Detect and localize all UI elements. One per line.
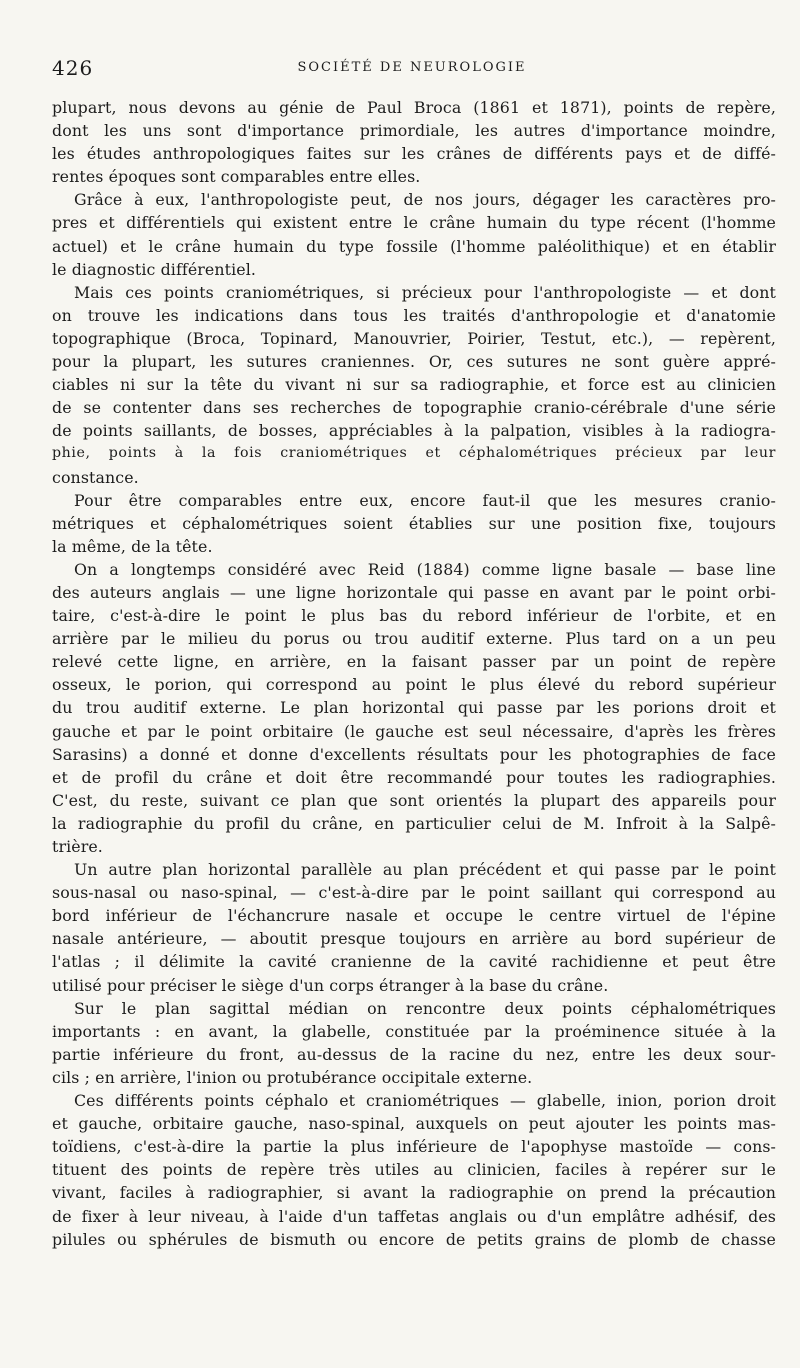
text-line: dont les uns sont d'importance primordiale, les autres d'importance moindre, xyxy=(52,121,776,141)
text-line: Grâce à eux, l'anthropologiste peut, de nos jours, dégager les caractères pro- xyxy=(74,190,776,210)
text-line: arrière par le milieu du porus ou trou auditif externe. Plus tard on a un peu xyxy=(52,629,776,649)
text-line: relevé cette ligne, en arrière, en la faisant passer par un point de repère xyxy=(52,652,776,672)
text-line: l'atlas ; il délimite la cavité cranienne de la cavité rachidienne et peut être xyxy=(52,952,776,972)
text-line: de points saillants, de bosses, appréciables à la palpation, visibles à la radiogra- xyxy=(52,421,776,441)
text-line: importants : en avant, la glabelle, constituée par la proéminence située à la xyxy=(52,1021,776,1041)
text-line: et gauche, orbitaire gauche, naso-spinal, auxquels on peut ajouter les points mas- xyxy=(52,1114,776,1134)
text-line: Pour être comparables entre eux, encore faut-il que les mesures cranio- xyxy=(74,490,776,510)
text-line: Ces différents points céphalo et craniométriques — glabelle, inion, porion droit xyxy=(74,1091,776,1111)
text-line: les études anthropologiques faites sur les crânes de différents pays et de diffé- xyxy=(52,144,776,164)
text-line: métriques et céphalométriques soient établies sur une position fixe, toujours xyxy=(52,513,776,533)
text-line: Un autre plan horizontal parallèle au plan précédent et qui passe par le point xyxy=(74,860,776,880)
text-line: tituent des points de repère très utiles au clinicien, faciles à repérer sur le xyxy=(52,1160,776,1180)
running-title: SOCIÉTÉ DE NEUROLOGIE xyxy=(297,60,527,75)
text-line: la même, de la tête. xyxy=(52,536,213,556)
text-line: Sur le plan sagittal médian on rencontre deux points céphalométriques xyxy=(74,998,776,1018)
text-line: cils ; en arrière, l'inion ou protubérance occipitale externe. xyxy=(52,1067,533,1087)
text-line: on trouve les indications dans tous les traités d'anthropologie et d'anatomie xyxy=(52,305,776,325)
text-line: sous-nasal ou naso-spinal, — c'est-à-dire par le point saillant qui correspond au xyxy=(52,883,776,903)
text-line: de se contenter dans ses recherches de topographie cranio-cérébrale d'une série xyxy=(52,398,776,418)
text-line: gauche et par le point orbitaire (le gauche est seul nécessaire, d'après les frères xyxy=(52,721,776,741)
text-line: vivant, faciles à radiographier, si avant la radiographie on prend la précaution xyxy=(52,1183,776,1203)
text-line: On a longtemps considéré avec Reid (1884) comme ligne basale — base line xyxy=(74,559,776,579)
text-line: C'est, du reste, suivant ce plan que sont orientés la plupart des appareils pour xyxy=(52,790,776,810)
text-line: rentes époques sont comparables entre elles. xyxy=(52,167,421,187)
body-text xyxy=(52,96,776,1251)
page-number: 426 xyxy=(52,56,94,80)
text-line: Mais ces points craniométriques, si précieux pour l'anthropologiste — et dont xyxy=(74,282,776,302)
text-line: pres et différentiels qui existent entre le crâne humain du type récent (l'homme xyxy=(52,213,776,233)
text-line: actuel) et le crâne humain du type fossile (l'homme paléolithique) et en établir xyxy=(52,236,776,256)
text-line: de fixer à leur niveau, à l'aide d'un taffetas anglais ou d'un emplâtre adhésif, des xyxy=(52,1206,776,1226)
text-line: du trou auditif externe. Le plan horizontal qui passe par les porions droit et xyxy=(52,698,776,718)
text-line: osseux, le porion, qui correspond au point le plus élevé du rebord supérieur xyxy=(52,675,776,695)
text-line: bord inférieur de l'échancrure nasale et occupe le centre virtuel de l'épine xyxy=(52,906,776,926)
text-line: plupart, nous devons au génie de Paul Broca (1861 et 1871), points de repère, xyxy=(52,98,776,117)
text-line: constance. xyxy=(52,467,139,487)
text-line: et de profil du crâne et doit être recommandé pour toutes les radiographies. xyxy=(52,767,776,787)
text-line: topographique (Broca, Topinard, Manouvrier, Poirier, Testut, etc.), — repèrent, xyxy=(52,328,776,348)
text-line: le diagnostic différentiel. xyxy=(52,259,256,279)
text-line: des auteurs anglais — une ligne horizontale qui passe en avant par le point orbi- xyxy=(52,582,776,602)
text-line: Sarasins) a donné et donne d'excellents résultats pour les photographies de face xyxy=(52,744,776,764)
page-header xyxy=(52,56,772,86)
text-line: pour la plupart, les sutures craniennes. Or, ces sutures ne sont guère appré- xyxy=(52,352,776,372)
text-line: la radiographie du profil du crâne, en particulier celui de M. Infroit à la Salpê- xyxy=(52,813,776,833)
text-line: utilisé pour préciser le siège d'un corps étranger à la base du crâne. xyxy=(52,975,609,995)
text-line: ciables ni sur la tête du vivant ni sur sa radiographie, et force est au clinicien xyxy=(52,375,776,395)
text-line: toïdiens, c'est-à-dire la partie la plus inférieure de l'apophyse mastoïde — cons- xyxy=(52,1137,776,1157)
text-line: taire, c'est-à-dire le point le plus bas du rebord inférieur de l'orbite, et en xyxy=(52,606,776,626)
text-line: trière. xyxy=(52,837,103,856)
text-line: phie, points à la fois craniométriques et céphalométriques précieux par leur xyxy=(52,445,776,462)
text-line: pilules ou sphérules de bismuth ou encore de petits grains de plomb de chasse xyxy=(52,1229,776,1249)
text-line: nasale antérieure, — aboutit presque toujours en arrière au bord supérieur de xyxy=(52,929,776,949)
text-line: partie inférieure du front, au-dessus de la racine du nez, entre les deux sour- xyxy=(52,1044,776,1064)
